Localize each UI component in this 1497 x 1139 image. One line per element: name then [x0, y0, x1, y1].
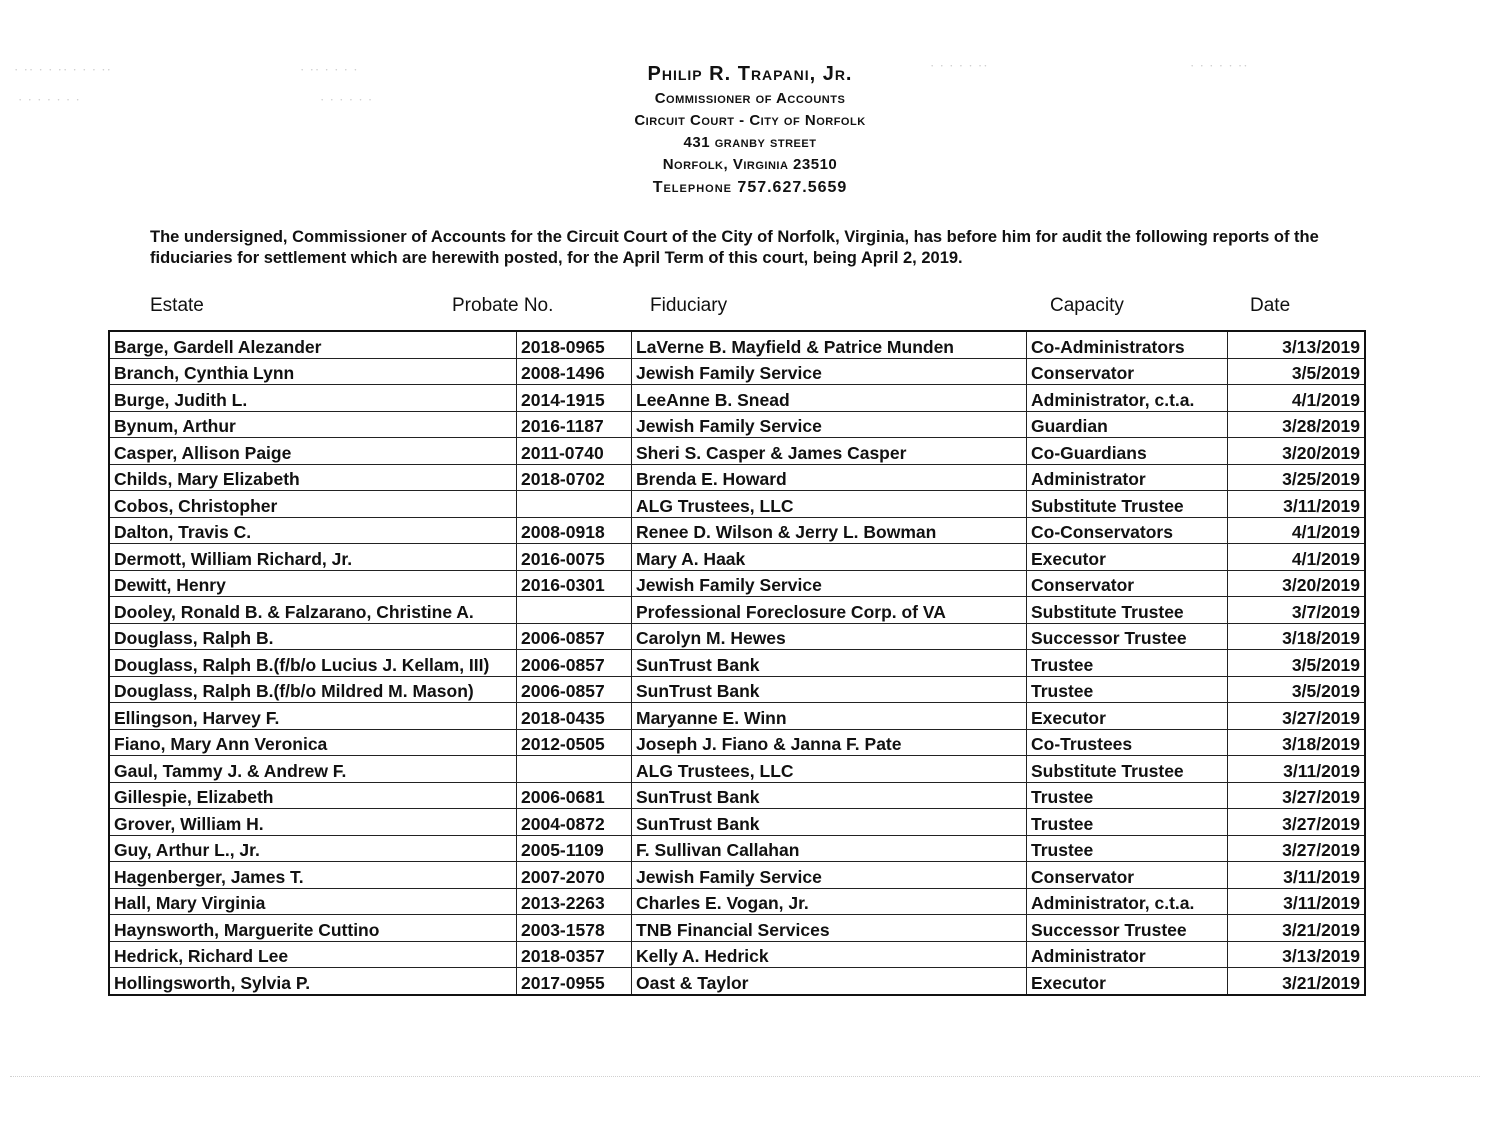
table-row	[109, 782, 1365, 809]
capacity-cell: Executor	[1027, 703, 1228, 730]
fiduciary-cell: Professional Foreclosure Corp. of VA	[632, 597, 1027, 624]
date-cell: 3/25/2019	[1228, 464, 1366, 491]
capacity-cell: Successor Trustee	[1027, 915, 1228, 942]
date-cell: 3/27/2019	[1228, 809, 1366, 836]
table-row	[109, 862, 1365, 889]
capacity-cell: Administrator	[1027, 464, 1228, 491]
date-cell: 3/13/2019	[1228, 941, 1366, 968]
date-cell: 3/18/2019	[1228, 623, 1366, 650]
capacity-cell: Executor	[1027, 968, 1228, 995]
date-cell: 3/27/2019	[1228, 782, 1366, 809]
probate-number-cell: 2016-1187	[517, 411, 632, 438]
fiduciary-cell: LeeAnne B. Snead	[632, 385, 1027, 412]
bleed-through-artifact: · ·· · · ·· · · · ··	[14, 62, 112, 77]
probate-number-cell: 2018-0357	[517, 941, 632, 968]
table-row	[109, 597, 1365, 624]
estate-cell: Dooley, Ronald B. & Falzarano, Christine A.	[109, 597, 517, 624]
probate-number-cell: 2003-1578	[517, 915, 632, 942]
fiduciary-cell: Oast & Taylor	[632, 968, 1027, 995]
estate-cell: Hollingsworth, Sylvia P.	[109, 968, 517, 995]
table-row	[109, 411, 1365, 438]
estate-cell: Burge, Judith L.	[109, 385, 517, 412]
estate-cell: Fiano, Mary Ann Veronica	[109, 729, 517, 756]
table-row	[109, 915, 1365, 942]
probate-number-cell	[517, 491, 632, 518]
date-cell: 3/11/2019	[1228, 888, 1366, 915]
fiduciary-cell: Jewish Family Service	[632, 411, 1027, 438]
date-cell: 4/1/2019	[1228, 544, 1366, 571]
date-cell: 3/11/2019	[1228, 756, 1366, 783]
capacity-cell: Guardian	[1027, 411, 1228, 438]
probate-number-cell: 2013-2263	[517, 888, 632, 915]
fiduciary-cell: Jewish Family Service	[632, 862, 1027, 889]
fiduciary-cell: SunTrust Bank	[632, 650, 1027, 677]
capacity-cell: Co-Administrators	[1027, 331, 1228, 358]
capacity-cell: Conservator	[1027, 862, 1228, 889]
probate-number-cell: 2006-0857	[517, 676, 632, 703]
estate-cell: Barge, Gardell Alezander	[109, 331, 517, 358]
fiduciary-table	[108, 330, 1366, 996]
estate-cell: Grover, William H.	[109, 809, 517, 836]
estate-cell: Dewitt, Henry	[109, 570, 517, 597]
probate-number-cell: 2008-1496	[517, 358, 632, 385]
probate-number-cell	[517, 597, 632, 624]
table-row	[109, 570, 1365, 597]
estate-cell: Childs, Mary Elizabeth	[109, 464, 517, 491]
date-cell: 4/1/2019	[1228, 517, 1366, 544]
date-cell: 3/20/2019	[1228, 438, 1366, 465]
table-row	[109, 756, 1365, 783]
fiduciary-cell: Renee D. Wilson & Jerry L. Bowman	[632, 517, 1027, 544]
column-header-estate: Estate	[150, 295, 204, 316]
fiduciary-cell: Charles E. Vogan, Jr.	[632, 888, 1027, 915]
table-row	[109, 464, 1365, 491]
table-row	[109, 491, 1365, 518]
date-cell: 3/20/2019	[1228, 570, 1366, 597]
capacity-cell: Co-Conservators	[1027, 517, 1228, 544]
probate-number-cell: 2004-0872	[517, 809, 632, 836]
probate-number-cell: 2014-1915	[517, 385, 632, 412]
estate-cell: Douglass, Ralph B.(f/b/o Mildred M. Mason)	[109, 676, 517, 703]
fiduciary-cell: ALG Trustees, LLC	[632, 491, 1027, 518]
fiduciary-cell: Joseph J. Fiano & Janna F. Pate	[632, 729, 1027, 756]
fiduciary-cell: F. Sullivan Callahan	[632, 835, 1027, 862]
estate-cell: Branch, Cynthia Lynn	[109, 358, 517, 385]
estate-cell: Hall, Mary Virginia	[109, 888, 517, 915]
fiduciary-cell: Jewish Family Service	[632, 358, 1027, 385]
date-cell: 3/5/2019	[1228, 358, 1366, 385]
fiduciary-cell: Maryanne E. Winn	[632, 703, 1027, 730]
table-row	[109, 703, 1365, 730]
table-row	[109, 331, 1365, 358]
estate-cell: Gaul, Tammy J. & Andrew F.	[109, 756, 517, 783]
table-row	[109, 809, 1365, 836]
capacity-cell: Executor	[1027, 544, 1228, 571]
date-cell: 3/13/2019	[1228, 331, 1366, 358]
fiduciary-cell: Jewish Family Service	[632, 570, 1027, 597]
fiduciary-cell: Kelly A. Hedrick	[632, 941, 1027, 968]
estate-cell: Hagenberger, James T.	[109, 862, 517, 889]
probate-number-cell: 2005-1109	[517, 835, 632, 862]
commissioner-title: Commissioner of Accounts	[654, 90, 846, 107]
table-row	[109, 438, 1365, 465]
date-cell: 3/5/2019	[1228, 650, 1366, 677]
date-cell: 3/27/2019	[1228, 835, 1366, 862]
date-cell: 3/21/2019	[1228, 915, 1366, 942]
capacity-cell: Successor Trustee	[1027, 623, 1228, 650]
estate-cell: Gillespie, Elizabeth	[109, 782, 517, 809]
date-cell: 3/21/2019	[1228, 968, 1366, 995]
fiduciary-cell: LaVerne B. Mayfield & Patrice Munden	[632, 331, 1027, 358]
capacity-cell: Conservator	[1027, 570, 1228, 597]
estate-cell: Hedrick, Richard Lee	[109, 941, 517, 968]
capacity-cell: Substitute Trustee	[1027, 756, 1228, 783]
probate-number-cell	[517, 756, 632, 783]
table-row	[109, 544, 1365, 571]
street-address: 431 granby street	[683, 134, 817, 151]
estate-cell: Casper, Allison Paige	[109, 438, 517, 465]
estate-cell: Dermott, William Richard, Jr.	[109, 544, 517, 571]
probate-number-cell: 2007-2070	[517, 862, 632, 889]
capacity-cell: Trustee	[1027, 782, 1228, 809]
probate-number-cell: 2016-0075	[517, 544, 632, 571]
probate-number-cell: 2017-0955	[517, 968, 632, 995]
table-row	[109, 941, 1365, 968]
date-cell: 3/28/2019	[1228, 411, 1366, 438]
table-row	[109, 623, 1365, 650]
column-header-fiduciary: Fiduciary	[650, 295, 728, 316]
date-cell: 3/11/2019	[1228, 862, 1366, 889]
capacity-cell: Trustee	[1027, 809, 1228, 836]
commissioner-name: Philip R. Trapani, Jr.	[647, 63, 853, 85]
table-row	[109, 968, 1365, 995]
probate-number-cell: 2006-0857	[517, 623, 632, 650]
fiduciary-cell: SunTrust Bank	[632, 782, 1027, 809]
fiduciary-cell: TNB Financial Services	[632, 915, 1027, 942]
bleed-through-artifact: · · · · · ··	[1190, 58, 1249, 73]
column-header-capacity: Capacity	[1050, 295, 1124, 316]
date-cell: 3/5/2019	[1228, 676, 1366, 703]
table-row	[109, 385, 1365, 412]
capacity-cell: Trustee	[1027, 835, 1228, 862]
fiduciary-cell: SunTrust Bank	[632, 676, 1027, 703]
table-row	[109, 517, 1365, 544]
estate-cell: Haynsworth, Marguerite Cuttino	[109, 915, 517, 942]
capacity-cell: Trustee	[1027, 650, 1228, 677]
capacity-cell: Co-Guardians	[1027, 438, 1228, 465]
probate-number-cell: 2018-0702	[517, 464, 632, 491]
capacity-cell: Administrator	[1027, 941, 1228, 968]
date-cell: 3/18/2019	[1228, 729, 1366, 756]
bleed-through-artifact: · · · · · ·	[320, 92, 374, 107]
city-state-zip: Norfolk, Virginia 23510	[662, 156, 838, 173]
fiduciary-cell: ALG Trustees, LLC	[632, 756, 1027, 783]
probate-number-cell: 2018-0435	[517, 703, 632, 730]
table-row	[109, 358, 1365, 385]
date-cell: 4/1/2019	[1228, 385, 1366, 412]
intro-paragraph: The undersigned, Commissioner of Accounts for the Circuit Court of the City of Norfolk, Virginia, has before him for audit the following reports of the fiduciaries for settlement which are herewith posted, for the April Term of this court, being April 2, 2019.	[150, 228, 1319, 267]
telephone: Telephone 757.627.5659	[652, 179, 848, 196]
column-header-date: Date	[1250, 295, 1291, 316]
probate-number-cell: 2012-0505	[517, 729, 632, 756]
fiduciary-cell: SunTrust Bank	[632, 809, 1027, 836]
estate-cell: Ellingson, Harvey F.	[109, 703, 517, 730]
capacity-cell: Conservator	[1027, 358, 1228, 385]
table-row	[109, 650, 1365, 677]
probate-number-cell: 2006-0681	[517, 782, 632, 809]
bleed-through-artifact: · · · · · · ·	[18, 92, 81, 107]
estate-cell: Dalton, Travis C.	[109, 517, 517, 544]
capacity-cell: Administrator, c.t.a.	[1027, 888, 1228, 915]
bleed-through-artifact: · ·· · · · ·	[300, 62, 359, 77]
fiduciary-cell: Mary A. Haak	[632, 544, 1027, 571]
letterhead	[560, 60, 940, 200]
court-name: Circuit Court - City of Norfolk	[634, 112, 866, 129]
table-row	[109, 835, 1365, 862]
estate-cell: Guy, Arthur L., Jr.	[109, 835, 517, 862]
probate-number-cell: 2018-0965	[517, 331, 632, 358]
capacity-cell: Administrator, c.t.a.	[1027, 385, 1228, 412]
estate-cell: Douglass, Ralph B.(f/b/o Lucius J. Kellam, III)	[109, 650, 517, 677]
capacity-cell: Substitute Trustee	[1027, 597, 1228, 624]
probate-number-cell: 2011-0740	[517, 438, 632, 465]
bleed-through-artifact: · · · · · ··	[930, 58, 989, 73]
estate-cell: Bynum, Arthur	[109, 411, 517, 438]
column-header-probate: Probate No.	[452, 295, 554, 316]
date-cell: 3/27/2019	[1228, 703, 1366, 730]
table-row	[109, 888, 1365, 915]
probate-number-cell: 2008-0918	[517, 517, 632, 544]
date-cell: 3/11/2019	[1228, 491, 1366, 518]
estate-cell: Cobos, Christopher	[109, 491, 517, 518]
capacity-cell: Co-Trustees	[1027, 729, 1228, 756]
date-cell: 3/7/2019	[1228, 597, 1366, 624]
scan-noise-line	[10, 1076, 1480, 1078]
estate-cell: Douglass, Ralph B.	[109, 623, 517, 650]
fiduciary-cell: Sheri S. Casper & James Casper	[632, 438, 1027, 465]
table-row	[109, 676, 1365, 703]
probate-number-cell: 2006-0857	[517, 650, 632, 677]
probate-number-cell: 2016-0301	[517, 570, 632, 597]
fiduciary-cell: Brenda E. Howard	[632, 464, 1027, 491]
capacity-cell: Substitute Trustee	[1027, 491, 1228, 518]
capacity-cell: Trustee	[1027, 676, 1228, 703]
table-row	[109, 729, 1365, 756]
fiduciary-cell: Carolyn M. Hewes	[632, 623, 1027, 650]
